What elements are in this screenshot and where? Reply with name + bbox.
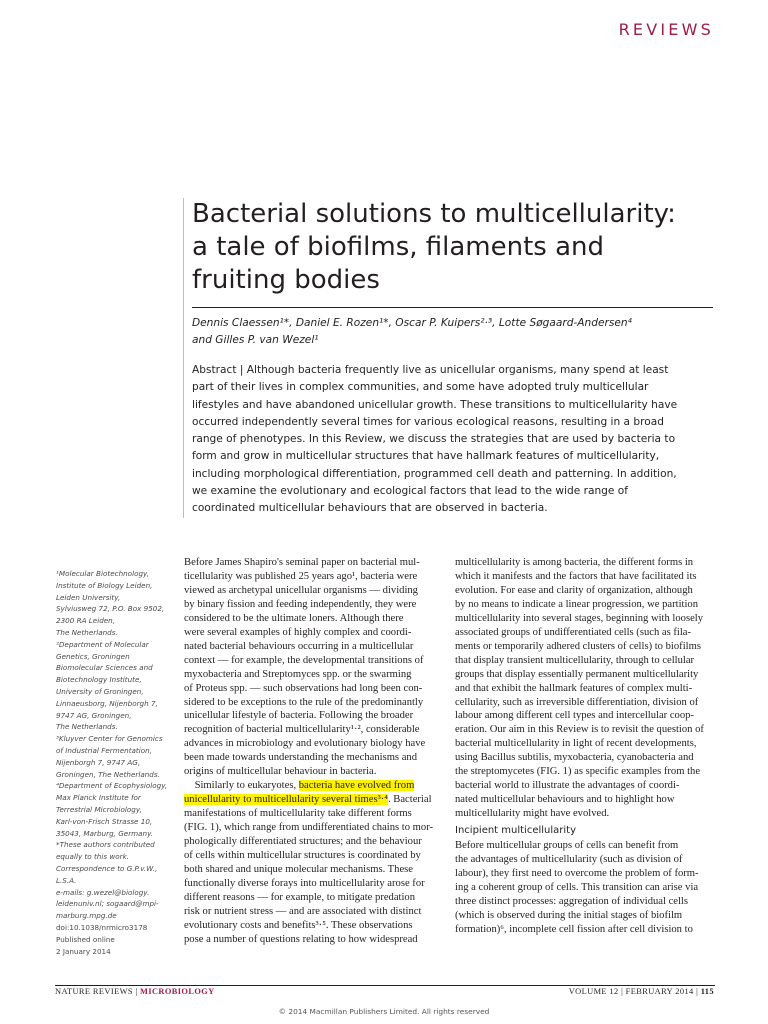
affiliation-line: Correspondence to G.P.v.W.,: [56, 863, 158, 873]
title-line: a tale of biofilms, filaments and: [192, 232, 605, 262]
para-start: Similarly to eukaryotes,: [184, 780, 299, 792]
body-line: three distinct processes: aggregation of individual cells: [455, 895, 688, 907]
body-line: labour among different cell types and intercellular coop-: [455, 710, 694, 722]
body-line: which it manifests and the factors that have facilitated its: [455, 570, 697, 582]
body-line: phologically differentiated structures; and the behaviour: [184, 836, 422, 848]
body-line: by binary fission and feeding independently, they were: [184, 598, 417, 610]
affiliation-line: *These authors contributed: [56, 840, 155, 850]
body-line: viewed as archetypal unicellular organisms — dividing: [184, 584, 418, 596]
published-label: Published online: [56, 934, 115, 944]
author-list: [192, 315, 713, 349]
body-line: risk or nutrient stress — and are associated with distinct: [184, 905, 422, 917]
affiliation-line: Genetics, Groningen: [56, 651, 130, 661]
article-header: [183, 198, 713, 518]
email-line[interactable]: leidenuniv.nl; sogaard@mpi-: [56, 899, 159, 909]
page-number: 115: [700, 987, 714, 996]
abstract-line: we examine the evolutionary and ecological factors that lead to the wide range of: [192, 485, 629, 498]
body-line: manifestations of multicellularity take different forms: [184, 808, 412, 820]
affiliation-line: Groningen, The Netherlands.: [56, 769, 160, 779]
body-line: the streptomycetes (FIG. 1) as specific examples from the: [455, 766, 701, 778]
body-line: of cells within multicellular structures is coordinated by: [184, 850, 421, 862]
body-line-highlighted: [184, 779, 442, 793]
body-line: Before James Shapiro's seminal paper on bacterial mul-: [184, 557, 420, 568]
body-line: recognition of bacterial multicellularity¹·², considerable: [184, 724, 420, 736]
body-line: been made towards understanding the mechanisms and: [184, 752, 417, 764]
body-line: ments or temporarily adhered clusters of cells) to biofilms: [455, 640, 701, 652]
body-column-2: [455, 556, 713, 937]
body-line: by no means to indicate a linear progression, we partition: [455, 598, 698, 610]
body-line: pose a number of questions relating to how widespread: [184, 933, 418, 945]
section-tag: REVIEWS: [618, 20, 714, 39]
volume-info: [569, 987, 714, 996]
body-line: considered to be the ultimate loners. Although there: [184, 612, 404, 624]
copyright-notice: © 2014 Macmillan Publishers Limited. All rights reserved: [278, 1007, 490, 1016]
body-line: multicellularity into several stages, beginning with loosely: [455, 612, 704, 624]
abstract-line: coordinated multicellular behaviours that are observed in bacteria.: [192, 502, 548, 515]
body-line: using Bacillus subtilis, myxobacteria, cyanobacteria and: [455, 752, 694, 764]
body-line: formation)⁶, incomplete cell fission after cell division to: [455, 923, 693, 935]
affiliation-line: of Industrial Fermentation,: [56, 745, 152, 755]
body-line: origins of multicellular behaviour in bacteria.: [184, 766, 377, 778]
body-line: were several examples of highly complex and coordi-: [184, 626, 412, 638]
body-line: evolutionary costs and benefits³·⁵. These observations: [184, 919, 413, 931]
affiliation-line: Karl-von-Frisch Strasse 10,: [56, 816, 153, 826]
body-line: of Proteus spp. — such observations had long been con-: [184, 682, 423, 694]
abstract-line: including morphological differentiation, programmed cell death and patterning. In addition,: [192, 467, 677, 480]
affiliations-sidebar: [56, 568, 178, 957]
body-line: functionally diverse forays into multicellularity arose for: [184, 877, 425, 889]
affiliation-line: The Netherlands.: [56, 722, 118, 732]
body-line: both shared and unique molecular mechanisms. These: [184, 863, 413, 875]
affiliation-line: 9747 AG, Groningen,: [56, 710, 132, 720]
published-date: 2 January 2014: [56, 946, 111, 956]
affiliation-line: equally to this work.: [56, 852, 130, 862]
abstract: [192, 362, 713, 518]
affiliation-line: ¹Molecular Biotechnology,: [56, 569, 150, 578]
highlight[interactable]: bacteria have evolved from: [298, 780, 415, 792]
body-line: nated multicellular behaviours and to highlight how: [455, 794, 675, 806]
body-line: ticellularity was published 25 years ago¹, bacteria were: [184, 570, 418, 582]
affiliation-line: University of Groningen,: [56, 686, 144, 696]
body-line: advances in microbiology and evolutionary biology have: [184, 738, 426, 750]
body-line: multicellularity might have evolved.: [455, 808, 610, 820]
body-line: Before multicellular groups of cells can benefit from: [455, 840, 679, 852]
journal-subtitle: MICROBIOLOGY: [140, 987, 215, 996]
abstract-line: lifestyles and have abandoned unicellular growth. These transitions to multicellularity have: [192, 398, 678, 411]
body-line: multicellularity is among bacteria, the different forms in: [455, 557, 694, 568]
email-line[interactable]: e-mails: g.wezel@biology.: [56, 887, 150, 897]
affiliation-line: 2300 RA Leiden,: [56, 616, 116, 626]
email-line[interactable]: marburg.mpg.de: [56, 911, 117, 921]
body-line: myxobacteria and Streptomyces spp. or the swarming: [184, 668, 412, 680]
affiliation-line: Nijenborgh 7, 9747 AG,: [56, 757, 141, 767]
affiliation-line: ²Department of Molecular: [56, 639, 149, 649]
body-line: (FIG. 1), which range from undifferentiated chains to mor-: [184, 822, 434, 834]
body-line: ing a coherent group of cells. This transition can arise via: [455, 881, 699, 893]
affiliation-line: ⁴Department of Ecophysiology,: [56, 781, 168, 791]
doi[interactable]: doi:10.1038/nrmicro3178: [56, 922, 148, 932]
journal-name: [55, 987, 215, 996]
body-line: different reasons — for example, to mitigate predation: [184, 891, 416, 903]
title-line: Bacterial solutions to multicellularity:: [192, 199, 676, 229]
body-line: associated groups of undifferentiated cells (such as fila-: [455, 626, 692, 638]
body-line: and that exhibit the hallmark features of complex multi-: [455, 682, 693, 694]
body-line: nated bacterial behaviours occurring in a multicellular: [184, 640, 414, 652]
body-line: labour), they first need to overcome the problem of form-: [455, 867, 699, 879]
highlight[interactable]: unicellularity to multicellularity several times³·⁴: [184, 794, 388, 806]
affiliation-line: L.S.A.: [56, 875, 77, 885]
body-line: eration. Our aim in this Review is to revisit the question of: [455, 724, 704, 736]
body-line: context — for example, the developmental transitions of: [184, 654, 424, 666]
body-line: the advantages of multicellularity (such as division of: [455, 854, 683, 866]
affiliation-line: Biomolecular Sciences and: [56, 663, 153, 673]
affiliation-line: The Netherlands.: [56, 627, 118, 637]
body-line: unicellular lifestyle of bacteria. Following the broader: [184, 710, 414, 722]
author-line: Dennis Claessen¹*, Daniel E. Rozen¹*, Oscar P. Kuipers²·³, Lotte Søgaard-Andersen⁴: [192, 317, 632, 329]
affiliation-line: Biotechnology Institute,: [56, 675, 142, 685]
abstract-line: range of phenotypes. In this Review, we discuss the strategies that are used by bacteria to: [192, 433, 676, 446]
body-column-1: [184, 556, 442, 947]
body-line: bacterial multicellularity in light of recent developments,: [455, 738, 697, 750]
abstract-line: part of their lives in complex communities, and some have adopted truly multicellular: [192, 381, 649, 394]
affiliation-line: Sylviusweg 72, P.O. Box 9502,: [56, 604, 165, 614]
body-line: (which is observed during the initial stages of biofilm: [455, 909, 683, 921]
body-line: sidered to be exceptions to the rule of the predominantly: [184, 696, 424, 708]
body-line: cellularity, such as irreversible differentiation, division of: [455, 696, 699, 708]
affiliation-line: Terrestrial Microbiology,: [56, 804, 142, 814]
journal-label: NATURE REVIEWS |: [55, 987, 141, 996]
affiliation-line: ³Kluyver Center for Genomics: [56, 734, 163, 744]
affiliation-line: Max Planck Institute for: [56, 793, 141, 803]
body-line: that display transient multicellularity, through to cellular: [455, 654, 695, 666]
body-line: groups that display essentially permanent multicellularity: [455, 668, 699, 680]
abstract-line: Abstract | Although bacteria frequently live as unicellular organisms, many spend at least: [192, 364, 669, 376]
affiliation-line: 35043, Marburg, Germany.: [56, 828, 154, 838]
footer-rule: [55, 985, 715, 986]
author-line: and Gilles P. van Wezel¹: [192, 334, 319, 346]
abstract-line: form and grow in multicellular structures that have hallmark features of multicellularity,: [192, 450, 660, 463]
title-line: fruiting bodies: [192, 265, 380, 295]
affiliation-line: Leiden University,: [56, 592, 121, 602]
article-title: [192, 198, 713, 308]
body-line: evolution. For ease and clarity of organization, although: [455, 584, 693, 596]
body-line-highlighted: [184, 793, 442, 807]
volume-label: VOLUME 12 | FEBRUARY 2014 |: [568, 987, 701, 996]
para-tail: . Bacterial: [387, 794, 432, 806]
affiliation-line: Linnaeusborg, Nijenborgh 7,: [56, 698, 158, 708]
body-line: bacterial world to illustrate the advantages of coordi-: [455, 780, 680, 792]
affiliation-line: Institute of Biology Leiden,: [56, 580, 153, 590]
abstract-line: occurred independently several times for various ecological reasons, resulting in a broad: [192, 415, 664, 428]
section-heading: Incipient multicellularity: [455, 825, 577, 837]
